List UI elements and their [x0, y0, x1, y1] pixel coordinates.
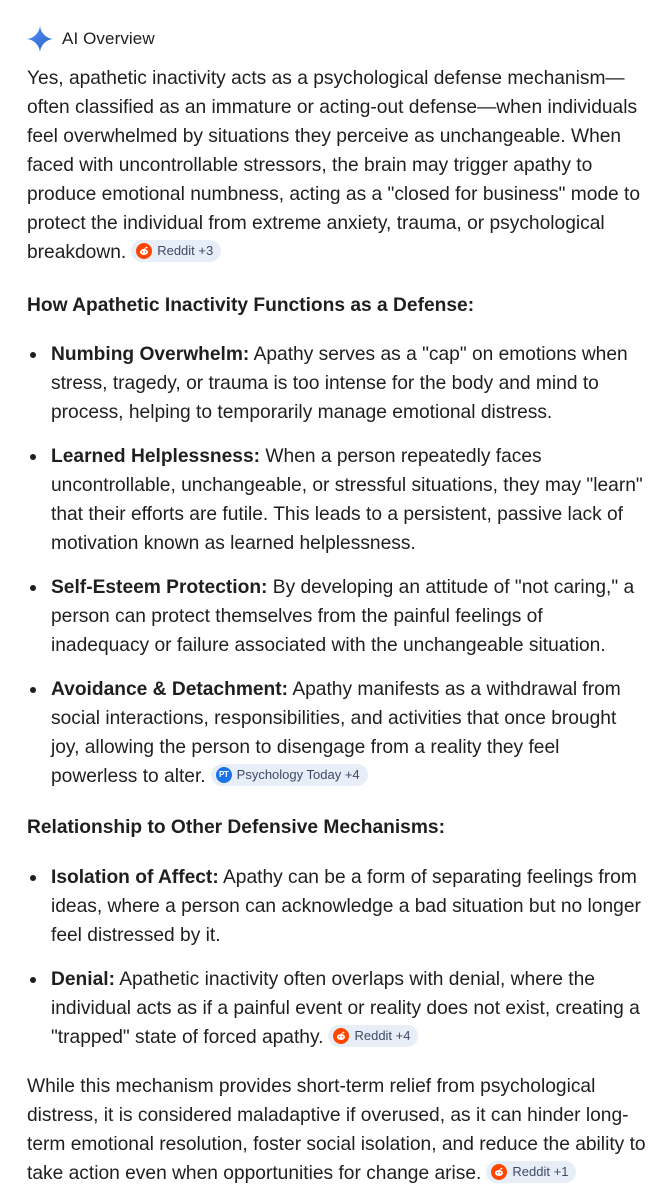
list-item-term: Denial:: [51, 969, 115, 990]
list-item: [27, 675, 646, 791]
list-item-term: Isolation of Affect:: [51, 867, 219, 888]
reddit-icon: [491, 1164, 507, 1180]
ai-overview-title: AI Overview: [62, 29, 155, 48]
outro-paragraph: [27, 1072, 646, 1188]
intro-text: Yes, apathetic inactivity acts as a psychological defense mechanism—often classified as an immature or acting-out defense—when individuals feel overwhelmed by situations they perceive as unchangeable. When faced with uncontrollable stressors, the brain may trigger apathy to produce emotional numbness, acting as a "closed for business" mode to protect the individual from extreme anxiety, trauma, or psychological breakdown.: [27, 68, 641, 263]
outro-text: While this mechanism provides short-term relief from psychological distress, it is considered maladaptive if overused, as it can hinder long-term emotional resolution, foster social isolation, and reduce the ability to take action even when opportunities for change arise.: [27, 1076, 646, 1184]
functions-list: [27, 340, 646, 791]
list-item-text: Apathy can be a form of separating feelings from ideas, where a person can acknowledge a bad situation but no longer feel distressed by it.: [51, 867, 641, 946]
list-item-term: Avoidance & Detachment:: [51, 679, 289, 700]
source-chip-reddit[interactable]: [328, 1025, 418, 1047]
source-chip-psychology-today[interactable]: [211, 764, 368, 786]
source-chip-label: Reddit +3: [157, 243, 214, 259]
list-item: [27, 442, 646, 558]
bullet-dot: [30, 585, 36, 591]
relationship-list: [27, 863, 646, 1052]
source-chip-reddit[interactable]: [131, 240, 221, 262]
list-item-text: Apathy serves as a "cap" on emotions when stress, tragedy, or trauma is too intense for the body and mind to process, helping to temporarily manage emotional distress.: [51, 344, 628, 423]
intro-paragraph: [27, 64, 646, 267]
list-item-text: Apathy manifests as a withdrawal from social interactions, responsibilities, and activities that once brought joy, allowing the person to disengage from a reality they feel powerless to alter.: [51, 679, 621, 787]
bullet-dot: [30, 352, 36, 358]
reddit-icon: [136, 243, 152, 259]
source-chip-label: Psychology Today +4: [236, 767, 360, 783]
list-item-term: Self-Esteem Protection:: [51, 577, 268, 598]
source-chip-label: Reddit +4: [354, 1028, 411, 1044]
bullet-dot: [30, 875, 36, 881]
list-item: [27, 965, 646, 1052]
bullet-dot: [30, 977, 36, 983]
list-item-term: Numbing Overwhelm:: [51, 344, 250, 365]
section-heading-relationship: Relationship to Other Defensive Mechanisms:: [27, 817, 445, 838]
list-item: [27, 573, 646, 660]
list-item-text: By developing an attitude of "not caring," a person can protect themselves from the painful feelings of inadequacy or failure associated with the unchangeable situation.: [51, 577, 635, 656]
list-item-text: Apathetic inactivity often overlaps with denial, where the individual acts as if a painful event or reality does not exist, creating a "trapped" state of forced apathy.: [51, 969, 640, 1048]
source-chip-label: Reddit +1: [512, 1164, 569, 1180]
list-item-text: When a person repeatedly faces uncontrollable, unchangeable, or stressful situations, they may "learn" that their efforts are futile. This leads to a persistent, passive lack of motivation known as learned helplessness.: [51, 446, 643, 554]
list-item: [27, 863, 646, 950]
sparkle-icon: [27, 26, 53, 52]
bullet-dot: [30, 454, 36, 460]
source-chip-reddit[interactable]: [486, 1161, 576, 1183]
psychology-today-icon: PT: [216, 767, 232, 783]
reddit-icon: [333, 1028, 349, 1044]
list-item-term: Learned Helplessness:: [51, 446, 261, 467]
bullet-dot: [30, 687, 36, 693]
ai-overview-header: [27, 22, 646, 56]
list-item: [27, 340, 646, 427]
section-heading-functions: How Apathetic Inactivity Functions as a Defense:: [27, 295, 475, 316]
